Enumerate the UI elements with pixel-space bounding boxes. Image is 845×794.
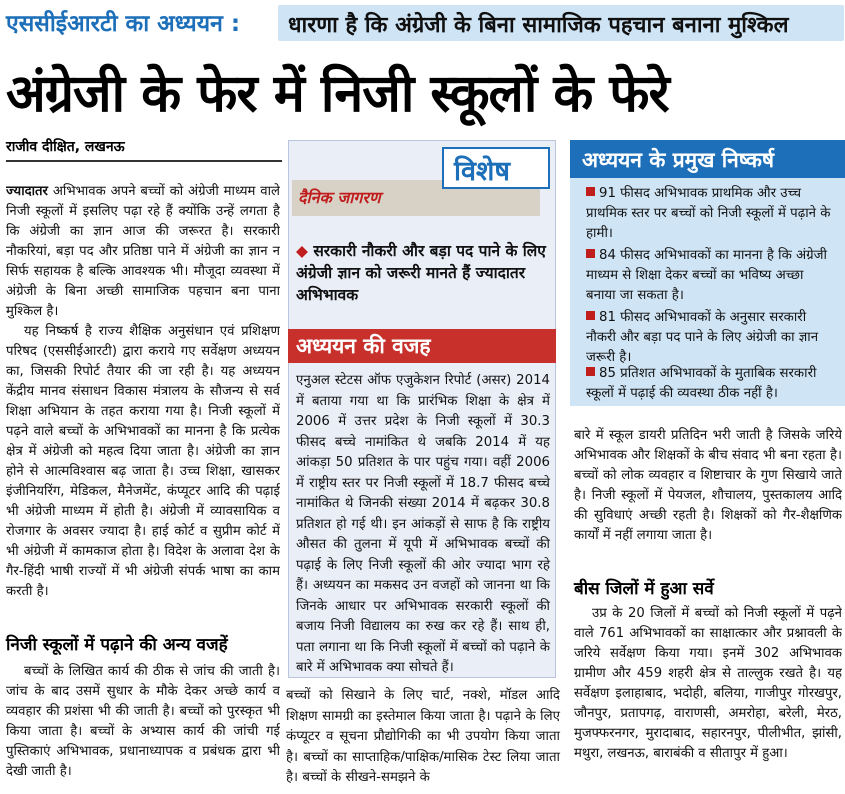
right-column-bottom bbox=[574, 604, 842, 790]
finding-item bbox=[586, 246, 836, 306]
study-reason-text: एनुअल स्टेटस ऑफ एजुकेशन रिपोर्ट (असर) 2014 में बताया गया था कि प्रारंभिक शिक्षा के क्षेत्र में 2006 में उत्तर प्रदेश के निजी स्कूलों में 30.3 फीसद बच्चे नामांकित थे जबकि 2014 में यह आंकड़ा 50 प्रतिशत के पार पहुंच गया। वहीं 2006 में राष्ट्रीय स्तर पर निजी स्कूलों में 18.7 फीसद बच्चे नामांकित थे जिनकी संख्या 2014 में बढ़कर 30.8 प्रतिशत हो गई थी। इन आंकड़ों से साफ है कि राष्ट्रीय औसत की तुलना में यूपी में अभिभावक बच्चों की पढ़ाई के लिए निजी स्कूलों की ओर ज्यादा भाग रहे हैं। अध्ययन का मकसद उन वजहों को जानना था कि जिनके आधार पर अभिभावक सरकारी स्कूलों की बजाय निजी विद्यालय का रुख कर रहे हैं। साथ ही, पता लगाना था कि निजी स्कूलों में बच्चों को पढ़ाने के बारे में अभिभावक क्या सोचते हैं। bbox=[296, 373, 550, 675]
findings-title: अध्ययन के प्रमुख निष्कर्ष bbox=[582, 148, 775, 172]
left-column bbox=[6, 182, 280, 622]
left-subhead: निजी स्कूलों में पढ़ाने की अन्य वजहें bbox=[6, 635, 228, 655]
finding-text: 91 फीसद अभिभावक प्राथमिक और उच्च प्राथमिक स्तर पर बच्चों को निजी स्कूलों में पढ़ाने के हामी। bbox=[586, 186, 831, 241]
byline-divider bbox=[6, 160, 282, 162]
kicker-box bbox=[278, 5, 844, 41]
square-bullet-icon bbox=[586, 367, 595, 376]
square-bullet-icon bbox=[586, 311, 595, 320]
right-paragraph-1: बारे में स्कूल डायरी प्रतिदिन भरी जाती है जिसके जरिये अभिभावक और शिक्षकों के बीच संवाद भी बना रहता है। बच्चों को लोक व्यवहार व शिष्टाचार के गुण सिखाये जाते है। निजी स्कूलों में पेयजल, शौचालय, पुस्तकालय आदि की सुविधाएं अच्छी रहती है। शिक्षकों को गैर-शैक्षणिक कार्यों में नहीं लगाया जाता है। bbox=[574, 428, 842, 543]
square-bullet-icon bbox=[586, 249, 595, 258]
right-column-top bbox=[574, 426, 842, 566]
special-badge bbox=[442, 147, 550, 189]
center-bottom-text: बच्चों को सिखाने के लिए चार्ट, नक्शे, मॉडल आदि शिक्षण सामग्री का इस्तेमाल किया जाता है। पढ़ाने के लिए कंप्यूटर व सूचना प्रौद्योगिकी का भी उपयोग किया जाता है। बच्चों का साप्ताहिक/पाक्षिक/मासिक टेस्ट लिया जाता है। बच्चों के सीखने-समझने के bbox=[286, 688, 560, 785]
pull-quote bbox=[296, 240, 552, 306]
kicker bbox=[0, 0, 845, 42]
headline: अंग्रेजी के फेर में निजी स्कूलों के फेरे bbox=[6, 64, 669, 124]
study-reason-title: अध्ययन की वजह bbox=[296, 334, 431, 358]
finding-item bbox=[586, 308, 836, 368]
left-paragraph-1 bbox=[6, 182, 280, 322]
finding-text: 85 प्रतिशत अभिभावकों के मुताबिक सरकारी स्कूलों में पढ़ाई की व्यवस्था ठीक नहीं है। bbox=[586, 366, 817, 401]
byline: राजीव दीक्षित, लखनऊ bbox=[6, 139, 125, 155]
kicker-label: एससीईआरटी का अध्ययन : bbox=[6, 11, 241, 37]
findings-box bbox=[570, 178, 845, 406]
kicker-tagline: धारणा है कि अंग्रेजी के बिना सामाजिक पहचान बनाना मुश्किल bbox=[288, 13, 789, 38]
findings-header bbox=[570, 140, 845, 178]
left-paragraph-3: बच्चों के लिखित कार्य की ठीक से जांच की जाती है। जांच के बाद उसमें सुधार के मौके देकर अच्छे कार्य व व्यवहार की प्रशंसा भी की जाती है। बच्चों को पुरस्कृत भी किया जाता है। बच्चों के अभ्यास कार्य की जांची गई पुस्तिकाएं अभिभावक, प्रधानाध्यापक व प्रबंधक द्वारा भी देखी जाती है। bbox=[6, 664, 280, 779]
finding-item bbox=[586, 364, 836, 404]
study-reason-bar bbox=[288, 329, 556, 363]
left-paragraph-2: यह निष्कर्ष है राज्य शैक्षिक अनुसंधान एवं प्रशिक्षण परिषद (एससीईआरटी) द्वारा कराये गए सर्वेक्षण अध्ययन का, जिसकी रिपोर्ट तैयार की जा रही है। यह अध्ययन केंद्रीय मानव संसाधन विकास मंत्रालय के सौजन्य से सर्व शिक्षा अभियान के तहत कराया गया है। निजी स्कूलों में पढ़ने वाले बच्चों के अभिभावकों का मानना है कि प्रत्येक क्षेत्र में अंग्रेजी को महत्व दिया जाता है। अंग्रेजी का ज्ञान होने से आत्मविश्वास बढ़ जाता है। उच्च शिक्षा, खासकर इंजीनियरिंग, मेडिकल, मैनेजमेंट, कंप्यूटर आदि की पढ़ाई भी अंग्रेजी माध्यम में होती है। अंग्रेजी में व्यावसायिक व रोजगार के अवसर ज्यादा है। हाई कोर्ट व सुप्रीम कोर्ट में भी अंग्रेजी में कामकाज होता है। विदेश के अलावा देश के गैर-हिंदी भाषी राज्यों में भी अंग्रेजी संपर्क भाषा का काम करती है। bbox=[6, 324, 280, 599]
finding-item bbox=[586, 184, 836, 244]
special-badge-label: विशेष bbox=[454, 156, 510, 187]
pull-quote-text: सरकारी नौकरी और बड़ा पद पाने के लिए अंग्रेजी ज्ञान को जरूरी मानते हैं ज्यादातर अभिभावक bbox=[296, 242, 546, 304]
left-paragraph-1-text: अभिभावक अपने बच्चों को अंग्रेजी माध्यम वाले निजी स्कूलों में इसलिए पढ़ा रहे हैं क्योंकि उन्हें लगता है कि अंग्रेजी का ज्ञान आज की जरूरत है। सरकारी नौकरियां, बड़ा पद और प्रतिष्ठा पाने में अंग्रेजी का ज्ञान न सिर्फ सहायक है बल्कि आवश्यक भी। मौजूदा व्यवस्था में अंग्रेजी के बिना अच्छी सामाजिक पहचान बना पाना मुश्किल है। bbox=[6, 184, 280, 319]
left-column-bottom bbox=[6, 662, 280, 790]
finding-text: 84 फीसद अभिभावकों का मानना है कि अंग्रेजी माध्यम से शिक्षा देकर बच्चों का भविष्य अच्छा बनाया जा सकता है। bbox=[586, 248, 827, 303]
brand-logo: दैनिक जागरण bbox=[298, 188, 381, 207]
square-bullet-icon bbox=[586, 187, 595, 196]
diamond-bullet-icon: ◆ bbox=[296, 242, 314, 260]
right-paragraph-2: उप्र के 20 जिलों में बच्चों को निजी स्कूलों में पढ़ने वाले 761 अभिभावकों का साक्षात्कार और प्रश्नावली के जरिये सर्वेक्षण किया गया। इनमें 302 अभिभावक ग्रामीण और 459 शहरी क्षेत्र से ताल्लुक रखते है। यह सर्वेक्षण इलाहाबाद, भदोही, बलिया, गाजीपुर गोरखपुर, जौनपुर, प्रतापगढ़, वाराणसी, अमरोहा, बरेली, मेरठ, मुजफ्फरनगर, मुरादाबाद, सहारनपुर, पीलीभीत, झांसी, मथुरा, लखनऊ, बाराबंकी व सीतापुर में हुआ। bbox=[574, 606, 842, 761]
lead-word: ज्यादातर bbox=[6, 184, 48, 199]
finding-text: 81 फीसद अभिभावकों के अनुसार सरकारी नौकरी और बड़ा पद पाने के लिए अंग्रेजी का ज्ञान जरूरी है। bbox=[586, 310, 819, 365]
right-subhead: बीस जिलों में हुआ सर्वे bbox=[574, 579, 714, 599]
